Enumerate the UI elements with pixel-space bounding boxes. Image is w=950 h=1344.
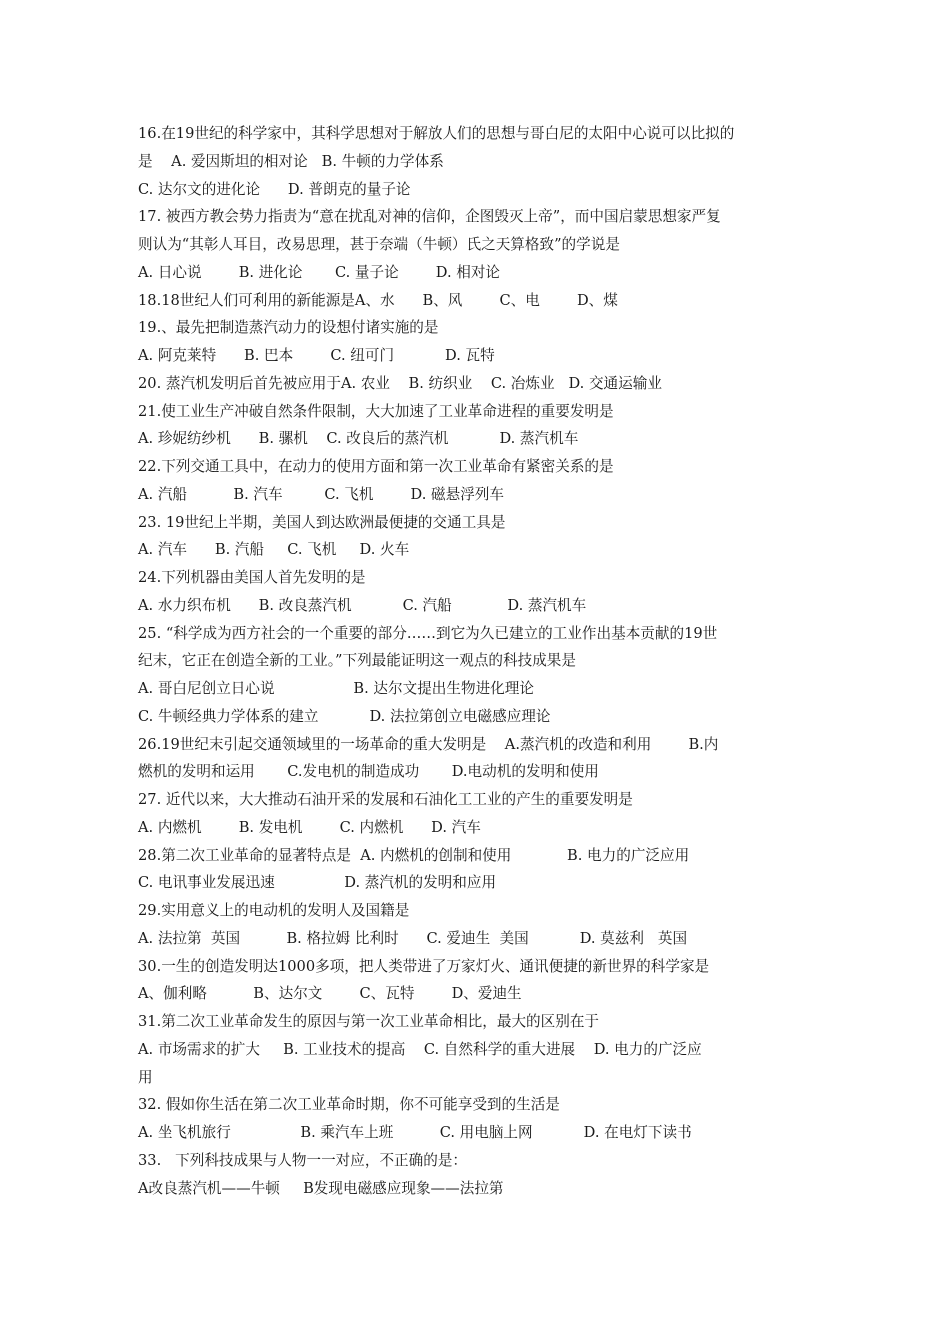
text-line: A. 水力织布机 B. 改良蒸汽机 C. 汽船 D. 蒸汽机车 xyxy=(138,596,587,614)
text-line: 是 A. 爱因斯坦的相对论 B. 牛顿的力学体系 xyxy=(138,152,444,170)
text-line: 25. “科学成为西方社会的一个重要的部分……到它为久已建立的工业作出基本贡献的19世 xyxy=(138,624,718,642)
text-line: C. 电讯事业发展迅速 D. 蒸汽机的发明和应用 xyxy=(138,874,497,892)
text-line: C. 达尔文的进化论 D. 普朗克的量子论 xyxy=(138,180,411,198)
text-line: 17. 被西方教会势力指责为“意在扰乱对神的信仰，企图毁灭上帝”，而中国启蒙思想家严复 xyxy=(138,208,721,226)
text-line: 33. 下列科技成果与人物一一对应，不正确的是： xyxy=(138,1151,468,1169)
text-line: A. 市场需求的扩大 B. 工业技术的提高 C. 自然科学的重大进展 D. 电力的广泛应 xyxy=(138,1040,702,1058)
text-line: A. 内燃机 B. 发电机 C. 内燃机 D. 汽车 xyxy=(138,818,481,836)
text-line: 18.18世纪人们可利用的新能源是A、水 B、风 C、电 D、煤 xyxy=(138,291,618,309)
text-line: A. 日心说 B. 进化论 C. 量子论 D. 相对论 xyxy=(138,263,501,281)
text-line: A改良蒸汽机——牛顿 B发现电磁感应现象——法拉第 xyxy=(138,1179,504,1197)
text-line: 16.在19世纪的科学家中，其科学思想对于解放人们的思想与哥白尼的太阳中心说可以比拟的 xyxy=(138,125,735,142)
text-line: 燃机的发明和运用 C.发电机的制造成功 D.电动机的发明和使用 xyxy=(138,763,599,781)
text-line: 31.第二次工业革命发生的原因与第一次工业革命相比，最大的区别在于 xyxy=(138,1013,600,1030)
text-line: A. 阿克莱特 B. 巴本 C. 纽可门 D. 瓦特 xyxy=(138,347,495,364)
text-line: 19.、最先把制造蒸汽动力的设想付诸实施的是 xyxy=(138,319,439,337)
text-line: 21.使工业生产冲破自然条件限制，大大加速了工业革命进程的重要发明是 xyxy=(138,402,614,420)
text-line: 23. 19世纪上半期，美国人到达欧洲最便捷的交通工具是 xyxy=(138,513,506,531)
text-line: 纪末，它正在创造全新的工业。”下列最能证明这一观点的科技成果是 xyxy=(138,652,576,670)
text-line: A. 坐飞机旅行 B. 乘汽车上班 C. 用电脑上网 D. 在电灯下读书 xyxy=(138,1124,692,1141)
text-line: 26.19世纪末引起交通领域里的一场革命的重大发明是 A.蒸汽机的改造和利用 B.内 xyxy=(138,735,719,753)
text-line: 用 xyxy=(138,1068,153,1086)
text-line: 29.实用意义上的电动机的发明人及国籍是 xyxy=(138,902,410,919)
text-line: A. 珍妮纺纱机 B. 骡机 C. 改良后的蒸汽机 D. 蒸汽机车 xyxy=(138,430,579,448)
text-line: 22.下列交通工具中，在动力的使用方面和第一次工业革命有紧密关系的是 xyxy=(138,458,614,475)
question-text-block xyxy=(138,120,818,1202)
text-line: 28.第二次工业革命的显著特点是 A. 内燃机的创制和使用 B. 电力的广泛应用 xyxy=(138,846,690,864)
text-line: 30.一生的创造发明达1000多项，把人类带进了万家灯火、通讯便捷的新世界的科学家是 xyxy=(138,957,710,975)
text-line: C. 牛顿经典力学体系的建立 D. 法拉第创立电磁感应理论 xyxy=(138,707,551,725)
text-line: 27. 近代以来，大大推动石油开采的发展和石油化工工业的产生的重要发明是 xyxy=(138,791,633,808)
text-line: 32. 假如你生活在第二次工业革命时期，你不可能享受到的生活是 xyxy=(138,1096,560,1114)
text-line: 20. 蒸汽机发明后首先被应用于A. 农业 B. 纺织业 C. 冶炼业 D. 交通运输业 xyxy=(138,374,662,392)
text-line: A. 法拉第 英国 B. 格拉姆 比利时 C. 爱迪生 美国 D. 莫兹利 英国 xyxy=(138,929,688,947)
text-line: A. 哥白尼创立日心说 B. 达尔文提出生物进化理论 xyxy=(138,680,534,697)
text-line: 24.下列机器由美国人首先发明的是 xyxy=(138,569,366,586)
text-line: 则认为“其彰人耳目，改易思理，甚于奈端（牛顿）氏之天算格致”的学说是 xyxy=(138,236,620,253)
text-line: A、伽利略 B、达尔文 C、瓦特 D、爱迪生 xyxy=(138,985,522,1003)
text-line: A. 汽车 B. 汽船 C. 飞机 D. 火车 xyxy=(138,541,410,559)
text-line: A. 汽船 B. 汽车 C. 飞机 D. 磁悬浮列车 xyxy=(138,485,504,503)
